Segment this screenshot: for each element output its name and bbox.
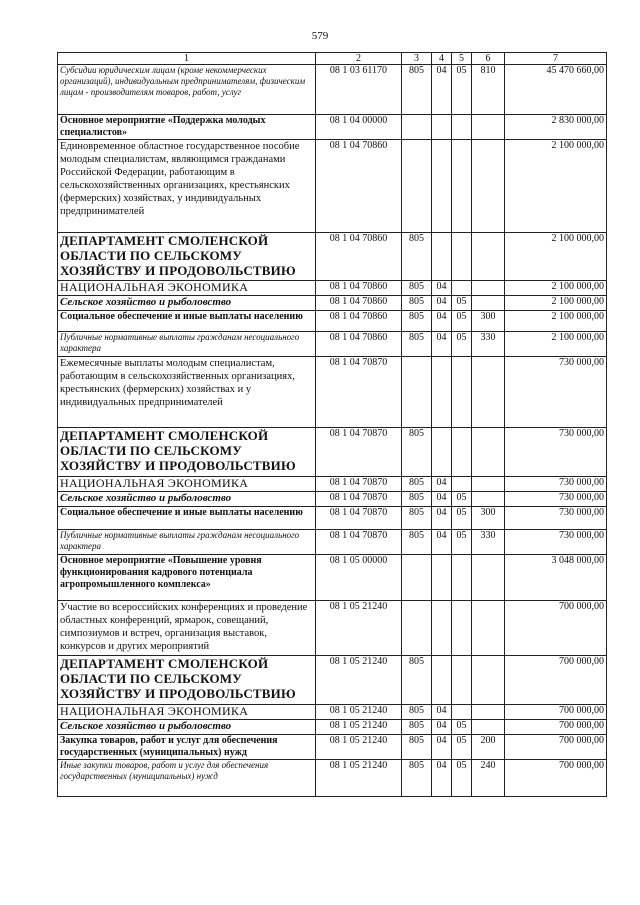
header-col-4: 4 <box>432 53 452 65</box>
header-col-5: 5 <box>452 53 472 65</box>
cell-vr <box>472 492 505 507</box>
cell-grbs: 805 <box>402 296 432 311</box>
cell-rz: 04 <box>432 281 452 296</box>
cell-amount: 2 100 000,00 <box>505 296 607 311</box>
table-row <box>58 477 607 492</box>
cell-csr: 08 1 04 70870 <box>316 477 402 492</box>
cell-csr: 08 1 05 21240 <box>316 656 402 705</box>
cell-amount: 2 100 000,00 <box>505 140 607 233</box>
cell-rz: 04 <box>432 530 452 555</box>
cell-amount: 700 000,00 <box>505 760 607 797</box>
cell-csr: 08 1 04 00000 <box>316 115 402 140</box>
cell-pr: 05 <box>452 492 472 507</box>
table-body <box>58 65 607 797</box>
cell-amount: 3 048 000,00 <box>505 555 607 601</box>
cell-grbs <box>402 115 432 140</box>
cell-rz: 04 <box>432 477 452 492</box>
cell-rz <box>432 555 452 601</box>
cell-pr <box>452 115 472 140</box>
cell-name: Публичные нормативные выплаты гражданам несоциального характера <box>58 332 316 357</box>
cell-csr: 08 1 05 00000 <box>316 555 402 601</box>
cell-name: Основное мероприятие «Поддержка молодых специалистов» <box>58 115 316 140</box>
cell-rz: 04 <box>432 705 452 720</box>
cell-name: Закупка товаров, работ и услуг для обеспечения государственных (муниципальных) нужд <box>58 735 316 760</box>
cell-grbs <box>402 555 432 601</box>
header-col-7: 7 <box>505 53 607 65</box>
cell-amount: 2 100 000,00 <box>505 281 607 296</box>
cell-name: Ежемесячные выплаты молодым специалистам, работающим в сельскохозяйственных организациях, крестьянских (фермерских) хозяйствах и у индивидуальных предпринимателей <box>58 357 316 428</box>
cell-amount: 700 000,00 <box>505 656 607 705</box>
table-row <box>58 140 607 233</box>
cell-vr <box>472 555 505 601</box>
cell-vr <box>472 428 505 477</box>
cell-grbs: 805 <box>402 233 432 281</box>
cell-pr: 05 <box>452 760 472 797</box>
cell-rz <box>432 428 452 477</box>
cell-pr <box>452 233 472 281</box>
cell-rz <box>432 656 452 705</box>
cell-amount: 730 000,00 <box>505 477 607 492</box>
cell-pr: 05 <box>452 720 472 735</box>
cell-vr: 240 <box>472 760 505 797</box>
cell-name: Социальное обеспечение и иные выплаты населению <box>58 311 316 332</box>
cell-amount: 730 000,00 <box>505 507 607 530</box>
cell-pr <box>452 140 472 233</box>
cell-csr: 08 1 04 70870 <box>316 530 402 555</box>
table-header <box>58 53 607 65</box>
cell-name: Участие во всероссийских конференциях и проведение областных конференций, ярмарок, совещаний, симпозиумов и встреч, организация выставок, конкурсов и других мероприятий <box>58 601 316 656</box>
cell-rz <box>432 357 452 428</box>
cell-name: НАЦИОНАЛЬНАЯ ЭКОНОМИКА <box>58 281 316 296</box>
header-col-6: 6 <box>472 53 505 65</box>
cell-grbs <box>402 601 432 656</box>
table-row <box>58 296 607 311</box>
cell-amount: 700 000,00 <box>505 601 607 656</box>
cell-vr <box>472 656 505 705</box>
cell-rz: 04 <box>432 507 452 530</box>
cell-rz: 04 <box>432 492 452 507</box>
cell-pr: 05 <box>452 530 472 555</box>
cell-name: НАЦИОНАЛЬНАЯ ЭКОНОМИКА <box>58 705 316 720</box>
cell-csr: 08 1 04 70860 <box>316 281 402 296</box>
cell-pr <box>452 357 472 428</box>
cell-grbs: 805 <box>402 492 432 507</box>
table-row <box>58 555 607 601</box>
table-row <box>58 281 607 296</box>
cell-vr <box>472 140 505 233</box>
cell-pr: 05 <box>452 735 472 760</box>
cell-grbs <box>402 357 432 428</box>
table-row <box>58 357 607 428</box>
cell-name: ДЕПАРТАМЕНТ СМОЛЕНСКОЙ ОБЛАСТИ ПО СЕЛЬСКОМУ ХОЗЯЙСТВУ И ПРОДОВОЛЬСТВИЮ <box>58 428 316 477</box>
cell-name: Иные закупки товаров, работ и услуг для обеспечения государственных (муниципальных) нужд <box>58 760 316 797</box>
cell-rz <box>432 601 452 656</box>
cell-amount: 700 000,00 <box>505 720 607 735</box>
cell-vr <box>472 296 505 311</box>
cell-name: Сельское хозяйство и рыболовство <box>58 296 316 311</box>
cell-amount: 730 000,00 <box>505 357 607 428</box>
table-row <box>58 601 607 656</box>
cell-vr <box>472 705 505 720</box>
cell-rz: 04 <box>432 311 452 332</box>
table-row <box>58 332 607 357</box>
cell-pr: 05 <box>452 296 472 311</box>
cell-grbs: 805 <box>402 477 432 492</box>
table-row <box>58 530 607 555</box>
cell-vr: 300 <box>472 311 505 332</box>
cell-pr <box>452 477 472 492</box>
cell-name: Единовременное областное государственное пособие молодым специалистам, являющимся гражданами Российской Федерации, работающим в сельскохозяйственных организациях, крестьянских (фермерских) хозяйствах, у индивидуальных предпринимателей <box>58 140 316 233</box>
cell-vr <box>472 357 505 428</box>
table-row <box>58 492 607 507</box>
cell-rz: 04 <box>432 720 452 735</box>
cell-vr <box>472 601 505 656</box>
cell-pr <box>452 601 472 656</box>
cell-rz: 04 <box>432 65 452 115</box>
cell-grbs <box>402 140 432 233</box>
cell-grbs: 805 <box>402 428 432 477</box>
table-row <box>58 115 607 140</box>
table-row <box>58 705 607 720</box>
cell-vr: 200 <box>472 735 505 760</box>
cell-rz: 04 <box>432 332 452 357</box>
cell-grbs: 805 <box>402 760 432 797</box>
cell-vr <box>472 115 505 140</box>
cell-name: Сельское хозяйство и рыболовство <box>58 492 316 507</box>
cell-name: Основное мероприятие «Повышение уровня функционирования кадрового потенциала агропромышленного комплекса» <box>58 555 316 601</box>
cell-csr: 08 1 05 21240 <box>316 601 402 656</box>
cell-csr: 08 1 03 61170 <box>316 65 402 115</box>
cell-rz: 04 <box>432 760 452 797</box>
cell-pr <box>452 281 472 296</box>
cell-grbs: 805 <box>402 530 432 555</box>
cell-amount: 730 000,00 <box>505 492 607 507</box>
cell-csr: 08 1 04 70860 <box>316 311 402 332</box>
cell-csr: 08 1 04 70860 <box>316 332 402 357</box>
cell-amount: 2 830 000,00 <box>505 115 607 140</box>
cell-csr: 08 1 04 70870 <box>316 357 402 428</box>
cell-amount: 730 000,00 <box>505 428 607 477</box>
cell-grbs: 805 <box>402 720 432 735</box>
cell-grbs: 805 <box>402 281 432 296</box>
cell-name: Субсидии юридическим лицам (кроме некоммерческих организаций), индивидуальным предпринимателям, физическим лицам - производителям товаров, работ, услуг <box>58 65 316 115</box>
table-row <box>58 720 607 735</box>
table-row <box>58 735 607 760</box>
cell-csr: 08 1 05 21240 <box>316 760 402 797</box>
cell-pr <box>452 428 472 477</box>
cell-amount: 2 100 000,00 <box>505 233 607 281</box>
cell-pr: 05 <box>452 332 472 357</box>
cell-vr <box>472 281 505 296</box>
cell-rz <box>432 115 452 140</box>
cell-vr: 330 <box>472 530 505 555</box>
page-number: 579 <box>311 30 329 42</box>
cell-grbs: 805 <box>402 735 432 760</box>
cell-pr <box>452 555 472 601</box>
cell-vr: 330 <box>472 332 505 357</box>
cell-pr <box>452 705 472 720</box>
cell-rz: 04 <box>432 296 452 311</box>
table-row <box>58 507 607 530</box>
cell-pr: 05 <box>452 65 472 115</box>
cell-name: Публичные нормативные выплаты гражданам несоциального характера <box>58 530 316 555</box>
cell-csr: 08 1 04 70860 <box>316 140 402 233</box>
table-row <box>58 233 607 281</box>
cell-rz: 04 <box>432 735 452 760</box>
cell-grbs: 805 <box>402 705 432 720</box>
cell-vr: 810 <box>472 65 505 115</box>
cell-pr: 05 <box>452 507 472 530</box>
cell-amount: 700 000,00 <box>505 735 607 760</box>
cell-csr: 08 1 04 70860 <box>316 296 402 311</box>
cell-pr: 05 <box>452 311 472 332</box>
cell-grbs: 805 <box>402 332 432 357</box>
cell-csr: 08 1 05 21240 <box>316 705 402 720</box>
cell-name: Социальное обеспечение и иные выплаты населению <box>58 507 316 530</box>
header-col-3: 3 <box>402 53 432 65</box>
cell-grbs: 805 <box>402 507 432 530</box>
cell-grbs: 805 <box>402 656 432 705</box>
cell-grbs: 805 <box>402 311 432 332</box>
cell-amount: 45 470 660,00 <box>505 65 607 115</box>
cell-vr <box>472 720 505 735</box>
cell-grbs: 805 <box>402 65 432 115</box>
table-row <box>58 656 607 705</box>
cell-amount: 2 100 000,00 <box>505 332 607 357</box>
cell-rz <box>432 140 452 233</box>
cell-vr <box>472 233 505 281</box>
table-row <box>58 311 607 332</box>
cell-csr: 08 1 04 70870 <box>316 507 402 530</box>
cell-name: ДЕПАРТАМЕНТ СМОЛЕНСКОЙ ОБЛАСТИ ПО СЕЛЬСКОМУ ХОЗЯЙСТВУ И ПРОДОВОЛЬСТВИЮ <box>58 233 316 281</box>
cell-csr: 08 1 05 21240 <box>316 720 402 735</box>
cell-vr: 300 <box>472 507 505 530</box>
cell-amount: 2 100 000,00 <box>505 311 607 332</box>
header-col-1: 1 <box>58 53 316 65</box>
cell-name: ДЕПАРТАМЕНТ СМОЛЕНСКОЙ ОБЛАСТИ ПО СЕЛЬСКОМУ ХОЗЯЙСТВУ И ПРОДОВОЛЬСТВИЮ <box>58 656 316 705</box>
cell-csr: 08 1 05 21240 <box>316 735 402 760</box>
cell-name: Сельское хозяйство и рыболовство <box>58 720 316 735</box>
cell-csr: 08 1 04 70870 <box>316 428 402 477</box>
cell-csr: 08 1 04 70860 <box>316 233 402 281</box>
table-row <box>58 65 607 115</box>
cell-name: НАЦИОНАЛЬНАЯ ЭКОНОМИКА <box>58 477 316 492</box>
cell-amount: 700 000,00 <box>505 705 607 720</box>
cell-vr <box>472 477 505 492</box>
table-row <box>58 760 607 797</box>
cell-amount: 730 000,00 <box>505 530 607 555</box>
cell-pr <box>452 656 472 705</box>
cell-csr: 08 1 04 70870 <box>316 492 402 507</box>
header-col-2: 2 <box>316 53 402 65</box>
table-row <box>58 428 607 477</box>
cell-rz <box>432 233 452 281</box>
budget-table <box>57 52 607 797</box>
